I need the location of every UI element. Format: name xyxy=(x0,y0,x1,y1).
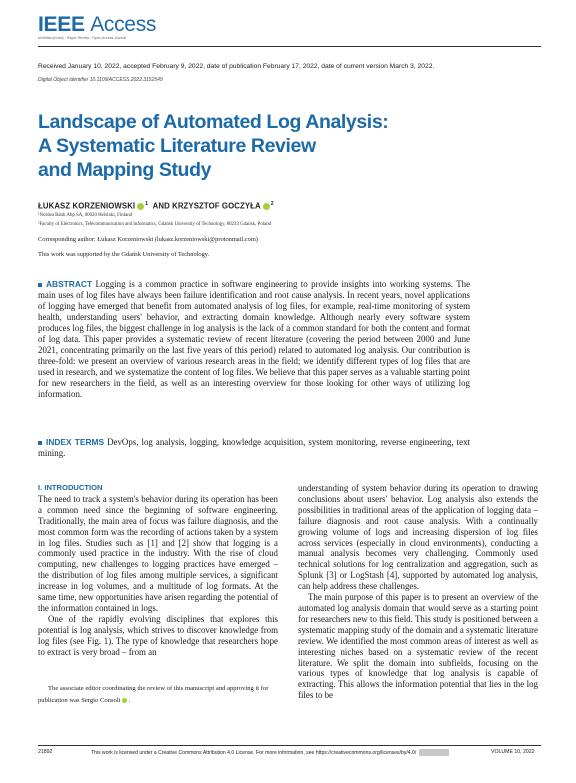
title-line-2: A Systematic Literature Review xyxy=(38,135,316,157)
license-text xyxy=(91,749,449,756)
author-1: ŁUKASZ KORZENIOWSKI xyxy=(38,201,136,211)
bullet-square-icon xyxy=(38,283,42,287)
journal-logo-bold: IEEE xyxy=(38,13,85,36)
title-line-1: Landscape of Automated Log Analysis: xyxy=(38,111,389,133)
intro-paragraph-2: One of the rapidly evolving disciplines that explores this potential is log analysis, which strives to discover knowledge from log files (see Fig. 1). The type of knowledge that researchers hope to extract is very broad – from an xyxy=(38,613,278,657)
intro-paragraph-4: The main purpose of this paper is to present an overview of the automated log analysis domain that would serve as a starting point for researchers new to this field. This study is positioned between a systematic mapping study of the domain and a systematic literature review. We identified the most common areas of interest as well as interesting niches based on a systematic review of the recent literature. We split the domain into subfields, focusing on the various types of knowledge that log analysis is capable of extracting. This allows the information potential that lies in the log files to be xyxy=(298,592,538,701)
received-dates: Received January 10, 2022, accepted February 9, 2022, date of publication February 17, 2022, date of current version March 3, 2022. xyxy=(38,63,435,70)
left-column xyxy=(38,483,278,658)
intro-paragraph-3: understanding of system behavior during its operation to drawing conclusions about users' behavior. Log analysis also extends the possibilities in traditional areas of the application of logging data – failure diagnosis and root cause analysis. With a continually growing volume of logs and increasing dispersion of log files across services (especially in cloud environments), conducting a manual analysis becomes very challenging. Commonly used technical solutions for log centralization and aggregation, such as Splunk [3] or LogStash [4], supported by automated log analysis, can help address these challenges. xyxy=(298,483,538,592)
doi: Digital Object Identifier 10.1109/ACCESS.2022.3152549 xyxy=(38,77,163,83)
orcid-icon[interactable] xyxy=(263,203,270,210)
author-2: AND KRZYSZTOF GOCZYŁA xyxy=(152,201,261,211)
footnote: The associate editor coordinating the review of this manuscript and approving it for publication was Sergio Consoli . xyxy=(38,685,269,704)
bullet-square-icon xyxy=(38,441,42,445)
abstract-label: ABSTRACT xyxy=(46,279,93,289)
affiliation-2: ²Faculty of Electronics, Telecommunication and Informatics, Gdańsk University of Technology, 80233 Gdańsk, Poland xyxy=(38,222,272,227)
abstract xyxy=(38,279,470,401)
funding-note: This work was supported by the Gdańsk University of Technology. xyxy=(38,251,210,258)
orcid-icon[interactable] xyxy=(122,698,127,703)
section-heading-introduction: I. INTRODUCTION xyxy=(38,483,103,492)
corresponding-author: Corresponding author: Łukasz Korzeniowski (lukasz.korzeniowski@protonmail.com) xyxy=(38,236,258,243)
index-terms xyxy=(38,437,470,459)
paper-title xyxy=(38,110,498,182)
index-terms-label: INDEX TERMS xyxy=(46,437,105,447)
orcid-icon[interactable] xyxy=(137,203,144,210)
volume: VOLUME 10, 2022 xyxy=(491,749,535,755)
journal-logo-thin: Access xyxy=(90,13,157,36)
abstract-text: Logging is a common practice in software engineering to provide insights into working systems. The main uses of log files have always been failure identification and root cause analysis. In recent years, novel applications of logging have emerged that benefit from automated analysis of log files, for example, real-time monitoring of system health, understanding users' behavior, and extracting domain knowledge. Although nearly every software system produces log files, the biggest challenge in log analysis is the lack of a common standard for both the content and format of log data. This paper provides a systematic review of recent literature (covering the period between 2000 and June 2021, concentrating primarily on the last five years of this period) related to automated log analysis. Our contribution is three-fold: we present an overview of various research areas in the field; we identify different types of log files that are used in research, and we systematize the content of log files. We believe that this paper serves as a valuable starting point for new researchers in the field, as well as an interesting overview for those looking for other ways of utilizing log information. xyxy=(38,279,471,400)
footer-rule xyxy=(38,745,541,746)
cc-by-badge-icon xyxy=(419,749,449,756)
journal-tagline: Multidisciplinary : Rapid Review : Open Access Journal xyxy=(38,36,127,40)
title-line-3: and Mapping Study xyxy=(38,159,212,181)
index-terms-text: DevOps, log analysis, logging, knowledge acquisition, system monitoring, reverse engineering, text mining. xyxy=(38,437,470,459)
license-statement[interactable]: This work is licensed under a Creative Commons Attribution 4.0 License. For more information, see https://creativecommons.org/licenses/by/4.0/ xyxy=(91,749,417,756)
footnote-text: The associate editor coordinating the review of this manuscript and approving it for publication was Sergio Consoli xyxy=(38,685,269,704)
intro-paragraph-1: The need to track a system's behavior during its operation has been a common need since the beginning of software engineering. Traditionally, the main area of focus was failure diagnosis, and the most common form was the recording of actions taken by a system in log files. Studies such as [1] and [2] show that logging is a commonly used practice in the industry. With the rise of cloud computing, new challenges to logging practices have emerged – the distribution of log files among multiple services, a significant increase in log volumes, and a multitude of log formats. At the same time, new opportunities have arisen regarding the potential of the information contained in logs. xyxy=(38,493,278,613)
authors xyxy=(38,201,274,211)
author-1-affiliation: 1 xyxy=(145,201,149,207)
header-rule xyxy=(38,46,541,47)
affiliation-1: ¹Nordea Bank Abp SA, 00020 Helsinki, Finland xyxy=(38,213,133,218)
page-number: 21892 xyxy=(38,749,53,755)
author-2-affiliation: 2 xyxy=(270,201,274,207)
right-column xyxy=(298,483,538,701)
journal-logo xyxy=(38,14,156,35)
